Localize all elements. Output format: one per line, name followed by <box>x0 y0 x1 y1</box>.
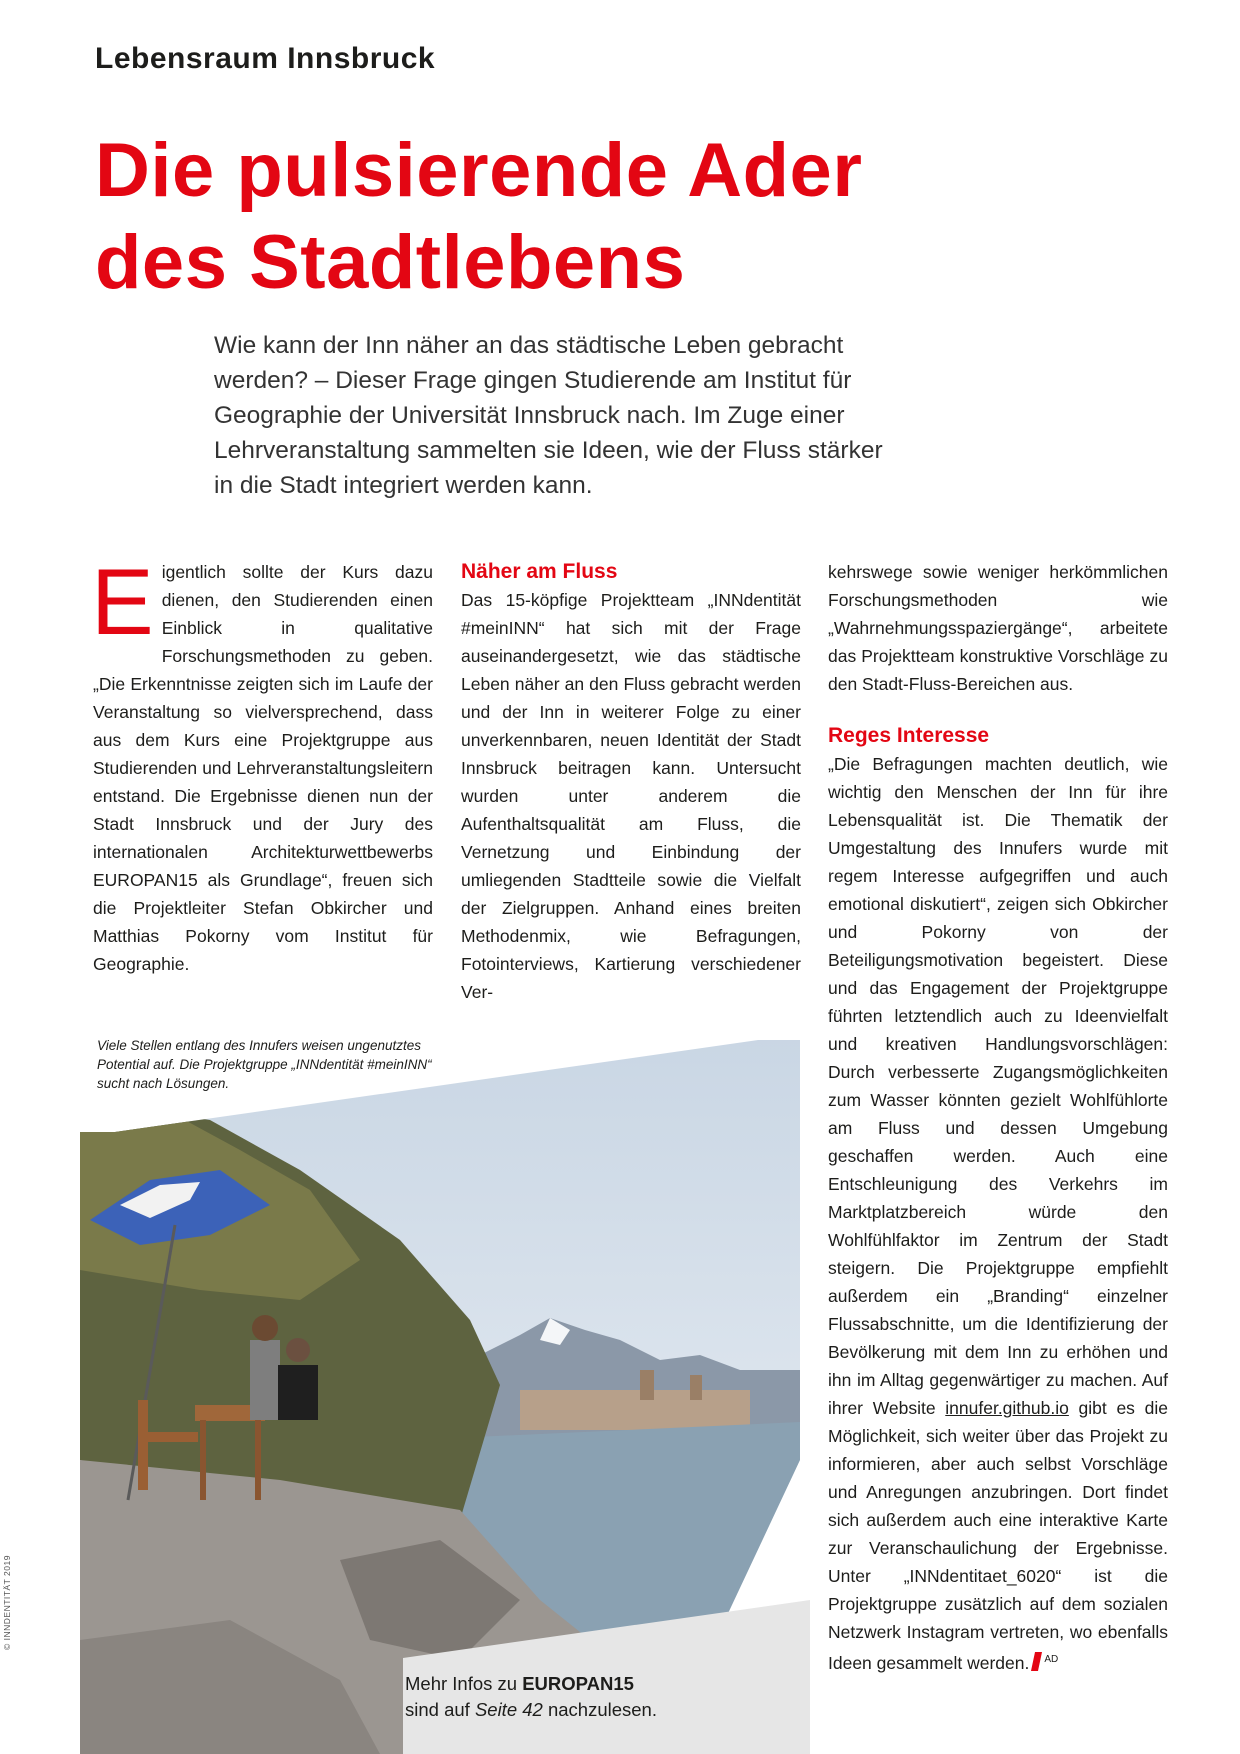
column-3-text-2a: „Die Befragungen machten deutlich, wie wichtig den Menschen der Inn für ihre Lebensqualität ist. Die Thematik der Umgestaltung des Innufers wurde mit regem Interesse aufgegriffen und auch emotional diskutiert“, zeigen sich Obkircher und Pokorny von der Beteiligungsmotivation begeistert. Diese und das Engagement der Projektgruppe führten letztendlich auch zu Ideenvielfalt und kreativen Handlungsvorschlägen: Durch verbesserte Zugangsmöglichkeiten zum Wasser könnten gezielt Wohlfühlorte am Fluss und dessen Umgebung geschaffen werden. Auch eine Entschleunigung des Verkehrs im Marktplatzbereich würde den Wohlfühlfaktor im Zentrum der Stadt steigern. Die Projektgruppe empfiehlt außerdem ein „Branding“ einzelner Flussabschnitte, um die Identifizierung der Bevölkerung mit dem Inn zu erhöhen und ihn im Alltag gegenwärtiger zu machen. Auf ihrer Website <box>828 754 1168 1418</box>
headline-line-2: des Stadtlebens <box>95 220 686 305</box>
subhead-naeher-am-fluss: Näher am Fluss <box>461 560 618 583</box>
column-3-text-2b: gibt es die Möglichkeit, sich weiter über das Projekt zu informieren, aber auch selbst Vorschläge und Anregungen anzubringen. Dort findet sich außerdem auch eine interaktive Karte zur Veranschaulichung der Ergebnisse. Unter „INNdentitaet_6020“ ist die Projektgruppe zusätzlich auf dem sozialen Netzwerk Instagram vertreten, wo ebenfalls Ideen gesammelt werden. <box>828 1398 1168 1673</box>
info-page-ref: Seite 42 <box>474 1699 543 1720</box>
info-line-1-prefix: Mehr Infos zu <box>405 1673 523 1694</box>
website-link[interactable]: innufer.github.io <box>945 1398 1069 1418</box>
info-line-1 <box>405 1671 785 1697</box>
headline-line-1: Die pulsierende Ader <box>95 128 863 213</box>
info-line-2-suffix: nachzulesen. <box>542 1699 657 1720</box>
section-kicker: Lebensraum Innsbruck <box>95 42 436 75</box>
photo-caption: Viele Stellen entlang des Innufers weisen ungenutztes Potential auf. Die Projektgruppe „INNdentität #meinINN“ sucht nach Lösungen. <box>97 1038 432 1091</box>
drop-cap: E <box>91 549 154 654</box>
column-2-text: Das 15-köpfige Projektteam „INNdentität #meinINN“ hat sich mit der Frage auseinandergesetzt, wie das städtische Leben näher an den Fluss gebracht werden und der Inn in weiterer Folge zu einer unverkennbaren, neuen Identität der Stadt Innsbruck beitragen kann. Untersucht wurden unter anderem die Aufenthaltsqualität am Fluss, die Vernetzung und Einbindung der umliegenden Stadtteile sowie die Vielfalt der Zielgruppen. Anhand eines breiten Methodenmix, wie Befragungen, Fotointerviews, Kartierung verschiedener Ver- <box>461 590 801 1002</box>
info-europan-label: EUROPAN15 <box>522 1673 634 1694</box>
photo-credit: © INNDENTITÄT 2019 <box>2 1555 12 1650</box>
subhead-reges-interesse: Reges Interesse <box>828 724 990 747</box>
info-line-2-prefix: sind auf <box>405 1699 475 1720</box>
author-initials: AD <box>1044 1654 1059 1665</box>
info-line-2 <box>405 1697 785 1723</box>
lead-paragraph: Wie kann der Inn näher an das städtische Leben gebracht werden? – Dieser Frage gingen Studierende am Institut für Geographie der Universität Innsbruck nach. Im Zuge einer Lehrveranstaltung sammelten sie Ideen, wie der Fluss stärker in die Stadt integriert werden kann. <box>214 332 883 499</box>
info-box <box>405 1671 785 1723</box>
column-3-text-1: kehrswege sowie weniger herkömmlichen Forschungsmethoden wie „Wahrnehmungsspaziergänge“, arbeitete das Projektteam konstruktive Vorschläge zu den Stadt-Fluss-Bereichen aus. <box>828 562 1168 694</box>
column-1-text: igentlich sollte der Kurs dazu dienen, den Studierenden einen Einblick in qualitative Forschungsmethoden zu geben. „Die Erkenntnisse zeigten sich im Laufe der Veranstaltung so vielversprechend, dass aus dem Kurs eine Projektgruppe aus Studierenden und Lehrveranstaltungsleitern entstand. Die Ergebnisse dienen nun der Stadt Innsbruck und der Jury des internationalen Architekturwettbewerbs EUROPAN15 als Grundlage“, freuen sich die Projektleiter Stefan Obkircher und Matthias Pokorny vom Institut für Geographie. <box>93 562 433 974</box>
